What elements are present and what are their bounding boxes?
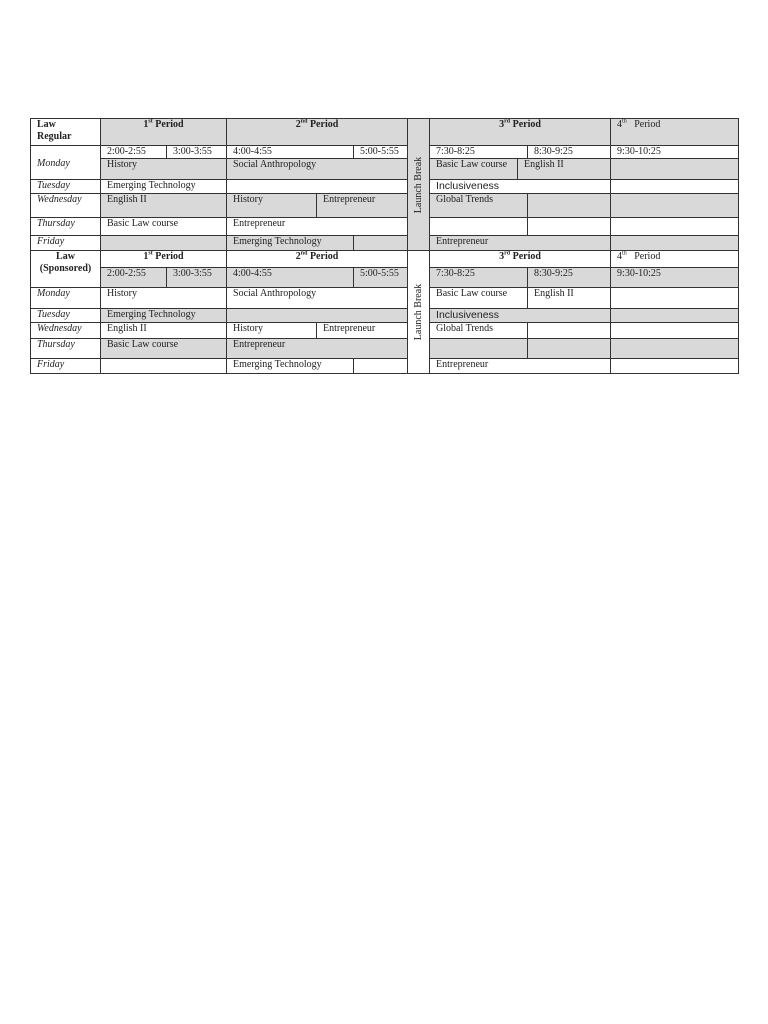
sponsored-row-tuesday	[31, 309, 739, 323]
period-num: 1	[143, 119, 149, 130]
period-word: Period	[512, 251, 541, 262]
empty-cell	[354, 359, 408, 374]
period-word: Period	[155, 251, 184, 262]
regular-time-row	[31, 146, 739, 159]
class-cell: Basic Law course	[430, 288, 528, 309]
regular-title-line1: Law	[37, 119, 56, 130]
sponsored-break-column	[408, 251, 430, 374]
period-num: 2	[295, 119, 301, 130]
class-cell: English II	[528, 288, 611, 309]
regular-row-monday	[31, 159, 739, 180]
time-slot: 8:30-9:25	[528, 268, 611, 288]
day-label: Monday	[31, 288, 101, 309]
class-cell: History	[101, 159, 227, 180]
regular-break-column	[408, 119, 430, 251]
regular-title-cell	[31, 119, 101, 146]
class-cell: Social Anthropology	[227, 159, 408, 180]
class-cell: History	[227, 323, 317, 339]
class-cell: Emerging Technology	[101, 309, 227, 323]
period-sup: rd	[504, 250, 511, 257]
period-sup: st	[148, 118, 153, 125]
time-slot: 5:00-5:55	[354, 146, 408, 159]
period-sup: nd	[300, 250, 308, 257]
sponsored-period-header-row	[31, 251, 739, 268]
sponsored-period-3-header	[430, 251, 611, 268]
period-num: 3	[499, 251, 505, 262]
sponsored-title-cell	[31, 251, 101, 288]
class-cell: English II	[518, 159, 611, 180]
empty-cell	[430, 339, 528, 359]
period-num: 4	[617, 251, 623, 262]
class-cell: Basic Law course	[101, 218, 227, 236]
sponsored-time-row	[31, 268, 739, 288]
regular-period-header-row	[31, 119, 739, 146]
day-label: Thursday	[31, 339, 101, 359]
regular-period-3-header	[430, 119, 611, 146]
empty-cell	[101, 236, 227, 251]
empty-cell	[528, 339, 611, 359]
time-slot: 8:30-9:25	[528, 146, 611, 159]
regular-period-4-header	[611, 119, 739, 146]
empty-cell	[611, 359, 739, 374]
sponsored-row-wednesday	[31, 323, 739, 339]
empty-cell	[611, 339, 739, 359]
class-cell: Inclusiveness	[430, 309, 611, 323]
regular-period-1-header	[101, 119, 227, 146]
time-slot: 7:30-8:25	[430, 146, 528, 159]
timetable	[30, 118, 738, 374]
period-num: 1	[143, 251, 149, 262]
class-cell: Emerging Technology	[227, 359, 354, 374]
empty-cell	[528, 194, 611, 218]
day-label: Monday	[37, 158, 70, 169]
class-cell: English II	[101, 323, 227, 339]
day-label: Wednesday	[31, 194, 101, 218]
day-label: Wednesday	[31, 323, 101, 339]
class-cell: English II	[101, 194, 227, 218]
empty-cell	[611, 159, 739, 180]
period-sup: th	[622, 118, 627, 125]
regular-row-tuesday	[31, 180, 739, 194]
class-cell: Social Anthropology	[227, 288, 408, 309]
time-slot: 4:00-4:55	[227, 146, 354, 159]
period-num: 2	[295, 251, 301, 262]
empty-cell	[528, 218, 611, 236]
day-label: Friday	[31, 236, 101, 251]
class-cell: History	[101, 288, 227, 309]
class-cell: Global Trends	[430, 194, 528, 218]
period-sup: st	[148, 250, 153, 257]
class-cell: Emerging Technology	[101, 180, 227, 194]
class-cell: Entrepreneur	[227, 218, 408, 236]
period-sup: th	[622, 250, 627, 257]
sponsored-period-4-header	[611, 251, 739, 268]
timetable-grid	[30, 118, 739, 374]
period-sup: rd	[504, 118, 511, 125]
period-word: Period	[634, 251, 661, 262]
empty-cell	[101, 359, 227, 374]
regular-title-line2: Regular	[37, 131, 72, 142]
empty-cell	[611, 180, 739, 194]
regular-day-cell-monday	[31, 146, 101, 180]
sponsored-row-thursday	[31, 339, 739, 359]
class-cell: Emerging Technology	[227, 236, 354, 251]
sponsored-period-1-header	[101, 251, 227, 268]
class-cell: Basic Law course	[101, 339, 227, 359]
empty-cell	[611, 194, 739, 218]
day-label: Thursday	[31, 218, 101, 236]
class-cell: Entrepreneur	[317, 323, 408, 339]
class-cell: Basic Law course	[430, 159, 518, 180]
class-cell: Entrepreneur	[317, 194, 408, 218]
period-num: 3	[499, 119, 505, 130]
empty-cell	[227, 309, 408, 323]
empty-cell	[430, 218, 528, 236]
day-label: Friday	[31, 359, 101, 374]
time-slot: 9:30-10:25	[611, 146, 739, 159]
regular-period-2-header	[227, 119, 408, 146]
class-cell: Inclusiveness	[430, 180, 611, 194]
empty-cell	[611, 323, 739, 339]
sponsored-row-monday	[31, 288, 739, 309]
sponsored-title-line1: Law	[56, 251, 75, 262]
sponsored-row-friday	[31, 359, 739, 374]
day-label: Tuesday	[31, 309, 101, 323]
period-word: Period	[155, 119, 184, 130]
period-word: Period	[309, 251, 339, 262]
class-cell: Entrepreneur	[227, 339, 408, 359]
class-cell: Entrepreneur	[430, 236, 611, 251]
sponsored-break-label: Launch Break	[412, 283, 424, 341]
regular-row-wednesday	[31, 194, 739, 218]
class-cell: Entrepreneur	[430, 359, 611, 374]
time-slot: 3:00-3:55	[167, 146, 227, 159]
sponsored-period-2-header	[227, 251, 408, 268]
empty-cell	[611, 288, 739, 309]
regular-break-label: Launch Break	[412, 156, 424, 213]
day-label: Tuesday	[31, 180, 101, 194]
class-cell: History	[227, 194, 317, 218]
time-slot: 2:00-2:55	[101, 268, 167, 288]
time-slot: 7:30-8:25	[430, 268, 528, 288]
time-slot: 9:30-10:25	[611, 268, 739, 288]
empty-cell	[611, 218, 739, 236]
period-sup: nd	[300, 118, 308, 125]
period-word: Period	[634, 119, 661, 130]
period-num: 4	[617, 119, 623, 130]
class-cell: Global Trends	[430, 323, 528, 339]
time-slot: 4:00-4:55	[227, 268, 354, 288]
sponsored-title-line2: (Sponsored)	[39, 263, 92, 274]
regular-row-thursday	[31, 218, 739, 236]
regular-row-friday	[31, 236, 739, 251]
empty-cell	[354, 236, 408, 251]
time-slot: 5:00-5:55	[354, 268, 408, 288]
empty-cell	[611, 236, 739, 251]
empty-cell	[611, 309, 739, 323]
period-word: Period	[512, 119, 541, 130]
empty-cell	[528, 323, 611, 339]
empty-cell	[227, 180, 408, 194]
time-slot: 3:00-3:55	[167, 268, 227, 288]
period-word: Period	[309, 119, 339, 130]
time-slot: 2:00-2:55	[101, 146, 167, 159]
